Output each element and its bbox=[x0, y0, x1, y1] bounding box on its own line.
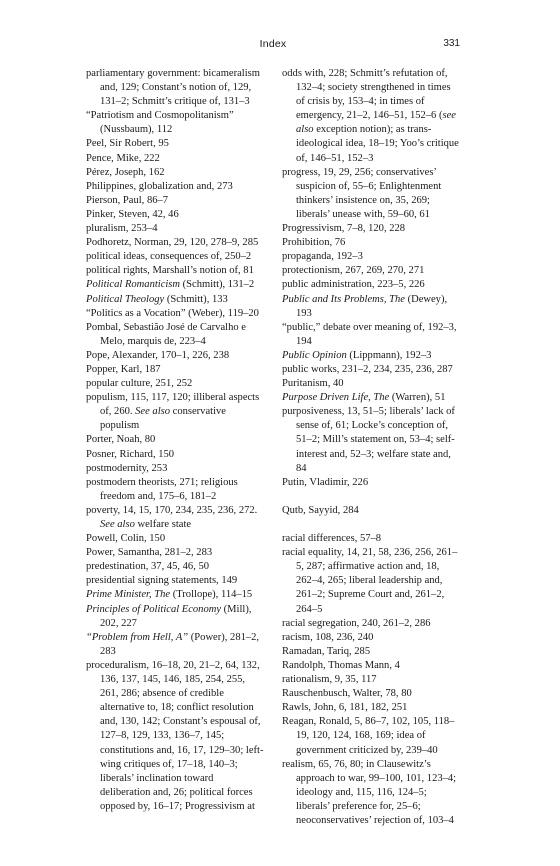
index-entry bbox=[86, 391, 264, 433]
index-columns bbox=[86, 67, 460, 828]
index-entry bbox=[282, 659, 460, 673]
index-entry-text: Power, Samantha, 281–2, 283 bbox=[86, 547, 213, 559]
index-entry-title: Public and Its Problems, The bbox=[282, 293, 405, 305]
index-entry-title: Purpose Driven Life, The bbox=[282, 392, 390, 404]
index-entry bbox=[86, 307, 264, 321]
index-entry bbox=[282, 377, 460, 391]
index-entry bbox=[86, 137, 264, 151]
index-entry-text: “Patriotism and Cosmopolitanism” (Nussbaum), 112 bbox=[86, 110, 234, 136]
index-entry-text: realism, 65, 76, 80; in Clausewitz’s approach to war, 99–100, 101, 123–4; ideology and, 115, 116, 124–5; liberals’ preference for, 25–6; neoconservatives’ rejection of, 103–4 bbox=[282, 758, 457, 826]
index-entry bbox=[86, 321, 264, 349]
index-entry bbox=[86, 194, 264, 208]
index-entry-text: Rawls, John, 6, 181, 182, 251 bbox=[282, 702, 408, 714]
index-entry bbox=[86, 349, 264, 363]
index-entry-text: popular culture, 251, 252 bbox=[86, 378, 193, 390]
index-entry bbox=[282, 349, 460, 363]
index-entry bbox=[282, 504, 460, 518]
index-entry-text: racial equality, 14, 21, 58, 236, 256, 261–5, 287; affirmative action and, 18, 262–4, 265; liberal leadership and, 261–2; Supreme Court and, 261–2, 264–5 bbox=[282, 547, 458, 615]
index-entry-text: welfare state bbox=[134, 519, 192, 530]
index-entry-text: “Politics as a Vocation” (Weber), 119–20 bbox=[86, 307, 259, 319]
index-entry-text: poverty, 14, 15, 170, 234, 235, 236, 272. bbox=[86, 504, 258, 516]
index-entry bbox=[86, 433, 264, 447]
index-entry-text: racism, 108, 236, 240 bbox=[282, 631, 374, 643]
index-entry-text: Randolph, Thomas Mann, 4 bbox=[282, 659, 400, 671]
index-entry-text: exception notion); as trans-ideological idea, 18–19; Yoo’s critique of, 146–51, 152–3 bbox=[296, 124, 459, 164]
index-entry-title: Political Theology bbox=[86, 293, 165, 305]
index-entry-text: protectionism, 267, 269, 270, 271 bbox=[282, 265, 425, 277]
index-entry bbox=[282, 645, 460, 659]
index-entry-text: proceduralism, 16–18, 20, 21–2, 64, 132, 136, 137, 145, 146, 185, 254, 255, 261, 286; absence of credible alternative to, 18; conflict resolution and, 130, 142; Constant’s espousal of, 127–8, 129, 133, 136–7, 145; constitutions and, 16, 17, 129–30; left-wing critiques of, 17–18, 140–3; liberals’ inclination toward deliberation and, 26; political forces opposed by, 16–17; Progressivism at bbox=[86, 659, 264, 812]
index-entry-text: Popper, Karl, 187 bbox=[86, 363, 161, 375]
index-entry-text: Progressivism, 7–8, 120, 228 bbox=[282, 223, 406, 235]
index-entry bbox=[86, 208, 264, 222]
index-entry-text: racial segregation, 240, 261–2, 286 bbox=[282, 617, 431, 629]
index-entry bbox=[86, 236, 264, 250]
index-entry-text: Pérez, Joseph, 162 bbox=[86, 166, 165, 178]
index-entry bbox=[86, 377, 264, 391]
index-entry-text: Putin, Vladimir, 226 bbox=[282, 476, 369, 488]
index-entry bbox=[86, 363, 264, 377]
index-entry-text: parliamentary government: bicameralism and, 129; Constant’s notion of, 129, 131–2; Schmitt’s critique of, 131–3 bbox=[86, 68, 260, 108]
index-entry-text: Pope, Alexander, 170–1, 226, 238 bbox=[86, 349, 230, 361]
index-entry-text: presidential signing statements, 149 bbox=[86, 575, 238, 587]
index-entry bbox=[282, 166, 460, 222]
index-entry bbox=[282, 264, 460, 278]
index-entry-text: (Schmitt), 133 bbox=[164, 293, 228, 305]
index-entry-text: propaganda, 192–3 bbox=[282, 251, 363, 263]
index-entry bbox=[282, 236, 460, 250]
index-entry-title: “Problem from Hell, A” bbox=[86, 631, 189, 643]
index-entry bbox=[86, 67, 264, 109]
index-entry-text: Qutb, Sayyid, 284 bbox=[282, 504, 359, 516]
index-entry bbox=[282, 617, 460, 631]
index-entry bbox=[282, 391, 460, 405]
running-head: Index bbox=[259, 38, 287, 50]
index-entry-text: Pierson, Paul, 86–7 bbox=[86, 194, 169, 206]
index-entry bbox=[86, 448, 264, 462]
index-entry bbox=[282, 67, 460, 166]
index-entry bbox=[86, 588, 264, 602]
index-column-right bbox=[282, 67, 460, 828]
index-entry-text: Rauschenbusch, Walter, 78, 80 bbox=[282, 688, 412, 700]
index-entry bbox=[86, 659, 264, 814]
index-entry bbox=[86, 264, 264, 278]
index-entry bbox=[86, 222, 264, 236]
index-entry-text: Philippines, globalization and, 273 bbox=[86, 180, 233, 192]
index-entry-text: predestination, 37, 45, 46, 50 bbox=[86, 561, 210, 573]
index-entry-title: Public Opinion bbox=[282, 349, 347, 361]
index-entry bbox=[282, 701, 460, 715]
index-entry-text: Peel, Sir Robert, 95 bbox=[86, 138, 169, 150]
index-entry bbox=[282, 250, 460, 264]
index-entry-text: conservative populism bbox=[100, 406, 226, 432]
index-entry-text: (Trollope), 114–15 bbox=[170, 589, 253, 601]
index-entry bbox=[282, 673, 460, 687]
index-entry-text: Puritanism, 40 bbox=[282, 378, 344, 390]
index-entry bbox=[282, 278, 460, 292]
index-entry bbox=[282, 321, 460, 349]
index-entry bbox=[86, 504, 264, 532]
index-entry-text: populism, 115, 117, 120; illiberal aspects of, 260. bbox=[86, 392, 260, 418]
index-entry-text: Pombal, Sebastião José de Carvalho e Melo, marquis de, 223–4 bbox=[86, 321, 246, 347]
page-number: 331 bbox=[443, 38, 460, 49]
index-entry bbox=[282, 631, 460, 645]
index-entry-text: rationalism, 9, 35, 117 bbox=[282, 674, 377, 686]
index-column-left bbox=[86, 67, 264, 828]
index-entry-title: See also bbox=[135, 406, 171, 418]
index-entry-title: see also bbox=[296, 110, 456, 136]
index-entry-text: (Lippmann), 192–3 bbox=[346, 349, 432, 361]
index-entry bbox=[86, 278, 264, 292]
index-entry bbox=[86, 476, 264, 504]
index-entry bbox=[282, 715, 460, 757]
index-entry-text: Reagan, Ronald, 5, 86–7, 102, 105, 118–19, 120, 124, 168, 169; idea of government criticized by, 239–40 bbox=[282, 716, 455, 756]
index-entry-text: Porter, Noah, 80 bbox=[86, 434, 156, 446]
index-entry-text: Powell, Colin, 150 bbox=[86, 533, 166, 545]
index-entry bbox=[86, 293, 264, 307]
index-entry bbox=[86, 152, 264, 166]
index-letter-gap bbox=[282, 490, 460, 504]
index-entry-text: postmodern theorists, 271; religious freedom and, 175–6, 181–2 bbox=[86, 476, 238, 502]
index-entry-text: racial differences, 57–8 bbox=[282, 533, 382, 545]
index-entry-text: pluralism, 253–4 bbox=[86, 223, 158, 235]
index-entry bbox=[282, 546, 460, 616]
index-entry bbox=[282, 405, 460, 475]
index-entry-text: political ideas, consequences of, 250–2 bbox=[86, 251, 252, 263]
index-entry-text: Posner, Richard, 150 bbox=[86, 448, 175, 460]
index-entry-text: purposiveness, 13, 51–5; liberals’ lack of sense of, 61; Locke’s conception of, 51–2; Mill’s statement on, 53–4; self-interest and, 52–3; welfare state and, 84 bbox=[282, 406, 455, 474]
index-entry-text: Pence, Mike, 222 bbox=[86, 152, 160, 164]
index-letter-gap bbox=[282, 518, 460, 532]
index-entry-text: odds with, 228; Schmitt’s refutation of, 132–4; society strengthened in times of crisis by, 153–4; in times of emergency, 21–2, 146–51, 152–6 ( bbox=[282, 68, 451, 122]
index-entry-text: Ramadan, Tariq, 285 bbox=[282, 645, 371, 657]
index-entry bbox=[282, 363, 460, 377]
index-entry-title: See also bbox=[100, 519, 135, 530]
index-entry-text: (Schmitt), 131–2 bbox=[180, 279, 255, 291]
index-entry bbox=[86, 532, 264, 546]
index-entry-text: (Warren), 51 bbox=[389, 392, 446, 404]
index-entry-text: “public,” debate over meaning of, 192–3, 194 bbox=[282, 321, 457, 347]
index-entry bbox=[86, 574, 264, 588]
index-entry-text: Prohibition, 76 bbox=[282, 237, 346, 249]
index-entry bbox=[86, 546, 264, 560]
index-entry bbox=[86, 166, 264, 180]
index-entry-title: Political Romanticism bbox=[86, 279, 181, 291]
index-entry bbox=[86, 560, 264, 574]
index-entry bbox=[282, 532, 460, 546]
index-entry bbox=[86, 109, 264, 137]
page-header bbox=[86, 38, 460, 54]
index-entry-text: progress, 19, 29, 256; conservatives’ suspicion of, 55–6; Enlightenment thinkers’ insistence on, 35, 269; liberals’ unease with, 59–60, 61 bbox=[282, 166, 442, 220]
index-entry-text: postmodernity, 253 bbox=[86, 462, 168, 474]
index-entry-text: (Power), 281–2, 283 bbox=[100, 631, 260, 657]
index-entry bbox=[86, 603, 264, 631]
index-entry bbox=[86, 631, 264, 659]
index-entry bbox=[282, 293, 460, 321]
index-entry bbox=[282, 687, 460, 701]
index-entry bbox=[282, 476, 460, 490]
index-entry-title: Principles of Political Economy bbox=[86, 603, 222, 615]
index-entry bbox=[282, 758, 460, 828]
index-entry-text: public works, 231–2, 234, 235, 236, 287 bbox=[282, 363, 453, 375]
index-entry-text: Podhoretz, Norman, 29, 120, 278–9, 285 bbox=[86, 237, 259, 249]
index-entry bbox=[86, 180, 264, 194]
index-entry-text: Pinker, Steven, 42, 46 bbox=[86, 208, 179, 220]
index-entry bbox=[282, 222, 460, 236]
index-entry-text: (Dewey), 193 bbox=[296, 293, 448, 319]
index-entry bbox=[86, 250, 264, 264]
index-entry-text: political rights, Marshall’s notion of, 81 bbox=[86, 265, 254, 277]
index-entry bbox=[86, 462, 264, 476]
index-entry-title: Prime Minister, The bbox=[86, 589, 171, 601]
index-entry-text: public administration, 223–5, 226 bbox=[282, 279, 425, 291]
index-entry-text: (Mill), 202, 227 bbox=[100, 603, 252, 629]
